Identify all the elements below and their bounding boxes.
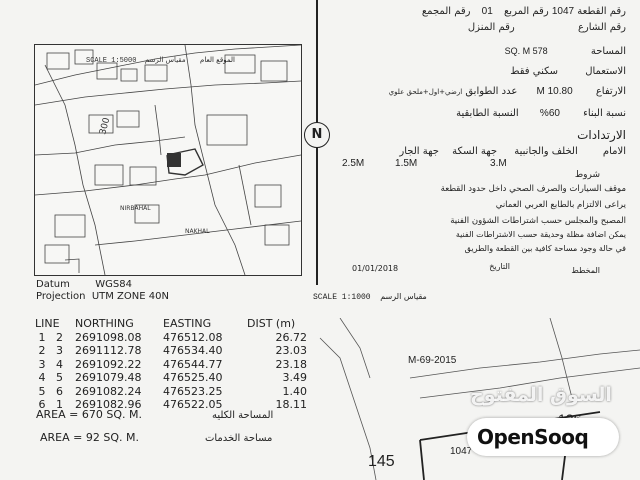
condition-line-3: المصبح والمجلس حسب اشتراطات الشؤون الفنية [450,216,626,226]
setbacks-heading: الارتدادات [577,128,626,142]
site-map-location-label: الموقع العام [200,56,235,64]
site-map-scale: SCALE 1:5000 مقياس الرسم [86,56,186,65]
north-arrow-icon: N [304,122,330,148]
table-row: 5 6 2691082.24 476523.25 1.40 [38,384,307,398]
condition-line-1: موقف السيارات والصرف الصحي داخل حدود القطعة [440,184,626,194]
subject-plot-marker [167,153,181,167]
table-row: 3 4 2691092.22 476544.77 23.18 [38,357,307,371]
height-row: الارتفاع 10.80 M عدد الطوابق ارضي+اول+ملحق علوي [388,86,626,97]
col-easting: EASTING [163,317,212,331]
coordinate-table [35,317,307,412]
table-row: 6 1 2691082.96 476522.05 18.11 [38,398,307,412]
opensooq-badge [467,418,619,456]
table-row: 4 5 2691079.48 476525.40 3.49 [38,371,307,385]
place-label-nirbahal: NIRBAHAL [120,205,151,212]
table-row: 1 2 2691098.08 476512.08 26.72 [38,330,307,344]
datum-block: Datum WGS84 Projection UTM ZONE 40N [36,279,169,302]
area-row: المساحة 578 SQ. M [504,46,626,57]
use-row: الاستعمال سكني فقط [510,66,626,77]
setback-values-row: 2.5M 1.5M 3.M [342,158,507,169]
total-area-row: AREA = 670 SQ. M. المساحة الكليه [36,408,274,421]
date-value: 01/01/2018 [352,264,399,273]
contour-label: 300 [98,116,113,136]
date-label: التاريخ [489,262,510,271]
col-northing: NORTHING [75,317,134,331]
area-summary [36,404,273,450]
site-location-map [34,44,302,276]
building-ratio-row: نسبة البناء 60% النسبة الطابقية [456,108,626,119]
col-dist: DIST (m) [247,317,296,331]
condition-line-2: يراعى الالتزام بالطابع العربي العماني [495,200,626,210]
plot-label-1047: 1047 [450,446,473,457]
setback-labels-row: الامام الخلف والجانبية جهة السكة جهة الجار [399,146,626,157]
conditions-heading: شروط [574,170,600,180]
table-header-row [35,317,307,331]
plot-number-row: رقم القطعة 1047 رقم المربع 01 رقم المجمع [421,6,626,17]
watermark-arabic: السوق المفتوح [470,384,612,406]
street-house-row: رقم الشارع رقم المنزل [467,22,626,33]
sketch-scale: SCALE 1:1000 مقياس الرسم [313,292,427,302]
opensooq-logo-text: OpenSooq [477,425,589,449]
table-row: 2 3 2691112.78 476534.40 23.03 [38,344,307,358]
site-map-drawing [35,45,301,275]
services-area-row: AREA = 92 SQ. M. مساحة الخدمات [40,431,273,444]
condition-line-4: يمكن اضافة مظلة وحديقة حسب الاشتراطات الفنية [455,230,626,239]
plot-info-panel [330,0,630,285]
place-label-nakhal: NAKHAL [185,228,210,235]
condition-line-5: في حالة وجود مساحة كافية بين القطعة والطريق [464,244,626,253]
plan-number: M-69-2015 [408,355,457,366]
planner-label: المخطط [571,266,600,275]
plot-label-145: 145 [368,453,395,470]
col-line: LINE [35,317,60,331]
